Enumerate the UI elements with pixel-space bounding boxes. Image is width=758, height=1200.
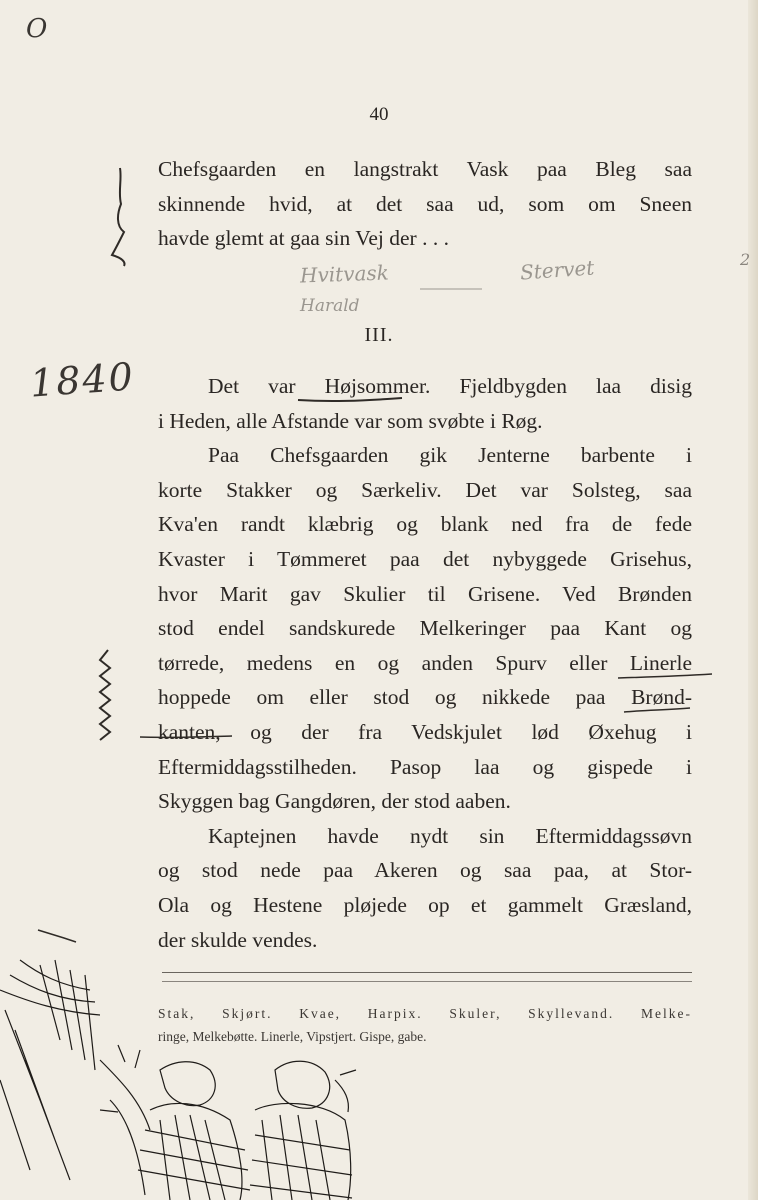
- handwritten-year: 1840: [28, 354, 137, 406]
- text-line: i Heden, alle Afstande var som svøbte i Røg.: [158, 408, 543, 433]
- paragraph-continued: [158, 152, 692, 256]
- zigzag-mark: [100, 650, 110, 740]
- text-line: og stod nede paa Akeren og saa paa, at Stor-: [158, 858, 692, 883]
- text-line: Kvaster i Tømmeret paa det nybyggede Grisehus,: [158, 546, 692, 571]
- text-line: stod endel sandskurede Melkeringer paa Kant og: [158, 616, 692, 641]
- footnote-line: ringe, Melkebøtte. Linerle, Vipstjert. Gispe, gabe.: [158, 1029, 427, 1044]
- pencil-note: Harald: [300, 296, 360, 316]
- section-heading: III.: [364, 324, 394, 346]
- handwritten-corner-mark: O: [26, 14, 48, 44]
- ink-sketch: [0, 960, 356, 1200]
- pencil-note: Stervet: [519, 255, 596, 285]
- footnote-rule: [162, 981, 692, 982]
- footnote-rule: [162, 972, 692, 973]
- text-line: der skulde vendes.: [158, 927, 318, 952]
- margin-bracket: [112, 168, 125, 266]
- page-number: 40: [369, 104, 389, 125]
- text-line: skinnende hvid, at det saa ud, som om Sneen: [158, 191, 692, 216]
- footnote-line: Stak, Skjørt. Kvae, Harpix. Skuler, Skyllevand. Melke-: [158, 1006, 692, 1021]
- text-line: hvor Marit gav Skulier til Grisene. Ved Brønden: [158, 581, 692, 606]
- text-line: Skyggen bag Gangdøren, der stod aaben.: [158, 789, 511, 814]
- text-line: tørrede, medens en og anden Spurv eller Linerle: [158, 650, 692, 675]
- text-line: Paa Chefsgaarden gik Jenterne barbente i: [208, 443, 692, 468]
- margin-note: 2: [740, 250, 751, 269]
- chapter-text: [158, 369, 692, 957]
- footnote: [158, 1002, 692, 1048]
- text-line: Det var Højsommer. Fjeldbygden laa disig: [208, 374, 692, 398]
- text-line: Kva'en randt klæbrig og blank ned fra de fede: [158, 512, 692, 537]
- pencil-stroke: [38, 930, 76, 942]
- page-edge: [748, 0, 758, 1200]
- text-line: hoppede om eller stod og nikkede paa Brønd-: [158, 685, 692, 710]
- text-line: Kaptejnen havde nydt sin Eftermiddagssøvn: [208, 823, 692, 848]
- text-line: kanten, og der fra Vedskjulet lød Øxehug i: [158, 719, 692, 744]
- text-line: korte Stakker og Særkeliv. Det var Solsteg, saa: [158, 477, 692, 502]
- text-line: Eftermiddagsstilheden. Pasop laa og gispede i: [158, 754, 692, 779]
- text-line: Chefsgaarden en langstrakt Vask paa Bleg saa: [158, 157, 692, 181]
- text-line: Ola og Hestene pløjede op et gammelt Græsland,: [158, 892, 692, 917]
- pencil-note: Hvitvask: [299, 260, 390, 288]
- text-line: havde glemt at gaa sin Vej der . . .: [158, 226, 449, 251]
